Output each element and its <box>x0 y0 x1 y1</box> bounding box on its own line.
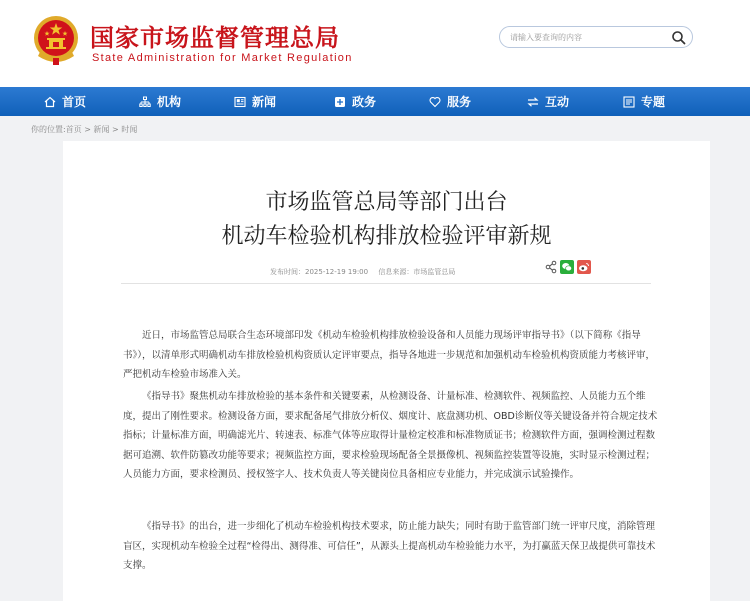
search-box <box>499 26 693 48</box>
main-nav <box>0 87 750 116</box>
weibo-icon[interactable] <box>577 260 591 274</box>
meta-divider <box>121 283 651 284</box>
nav-interact-label: 互动 <box>545 95 570 109</box>
share-icon[interactable] <box>545 260 557 274</box>
nav-topic-label: 专题 <box>641 95 666 109</box>
source: 信息来源：市场监管总局 <box>378 268 456 276</box>
interact-icon <box>527 96 539 108</box>
article-title-line1: 市场监管总局等部门出台 <box>265 190 508 215</box>
wechat-icon[interactable] <box>560 260 574 274</box>
national-emblem-icon <box>32 14 80 66</box>
gov-affairs-icon <box>334 96 346 108</box>
nav-interact[interactable] <box>527 87 569 116</box>
nav-home-label: 首页 <box>62 95 87 109</box>
nav-news-label: 新闻 <box>252 95 277 109</box>
news-icon <box>234 96 246 108</box>
heart-icon <box>429 96 441 108</box>
nav-org-label: 机构 <box>157 95 182 109</box>
breadcrumb: 你的位置:首页 > 新闻 > 时闻 <box>31 125 138 134</box>
nav-service[interactable] <box>429 87 471 116</box>
nav-gov-affairs-label: 政务 <box>352 95 377 109</box>
site-header <box>0 0 750 87</box>
article-paragraph-3: 《指导书》的出台，进一步细化了机动车检验机构技术要求，防止能力缺失；同时有助于监管部门统一评审尺度，消除管理盲区，实现机动车检验全过程“检得出、测得准、可信任”，从源头上提高机动车检验能力水平，为打赢蓝天保卫战提供可靠技术支撑。 <box>123 521 656 571</box>
site-subtitle-en: State Administration for Market Regulation <box>92 52 353 64</box>
article-meta <box>270 267 463 277</box>
article-paragraph-1: 近日，市场监管总局联合生态环境部印发《机动车检验机构排放检验设备和人员能力现场评审指导书》（以下简称《指导书》），以清单形式明确机动车排放检验机构资质认定评审要点，指导各地进一步规范和加强机动车检验机构资质能力考核评审，严把机动车检验市场准入关。 <box>123 330 656 380</box>
home-icon <box>44 96 56 108</box>
nav-topic[interactable] <box>623 87 665 116</box>
search-icon[interactable] <box>671 30 686 45</box>
site-title: 国家市场监督管理总局 <box>90 24 340 52</box>
org-chart-icon <box>139 96 151 108</box>
nav-news[interactable] <box>234 87 276 116</box>
nav-org[interactable] <box>139 87 181 116</box>
nav-gov-affairs[interactable] <box>334 87 376 116</box>
article-paragraph-2: 《指导书》聚焦机动车排放检验的基本条件和关键要素，从检测设备、计量标准、检测软件、视频监控、人员能力五个维度，提出了刚性要求。检测设备方面，要求配备尾气排放分析仪、烟度计、底盘测功机、OBD诊断仪等关键设备并符合规定技术指标；计量标准方面，明确滤光片、转速表、标准气体等应取得计量检定校准和标准物质证书；检测软件方面，强调检测过程数据可追溯、软件防篡改功能等要求；视频监控方面，要求检验现场配备全景摄像机、视频监控装置等设施，实时显示检测过程；人员能力方面，要求检测员、授权签字人、技术负责人等关键岗位具备相应专业能力，并完成演示试验操作。 <box>123 391 658 480</box>
article-title-line2: 机动车检验机构排放检验评审新规 <box>221 224 552 249</box>
nav-service-label: 服务 <box>447 95 472 109</box>
publish-time: 发布时间：2025-12-19 19:00 <box>270 268 369 276</box>
article-card <box>63 141 710 601</box>
search-input[interactable] <box>510 30 660 44</box>
topic-icon <box>623 96 635 108</box>
nav-home[interactable] <box>44 87 86 116</box>
